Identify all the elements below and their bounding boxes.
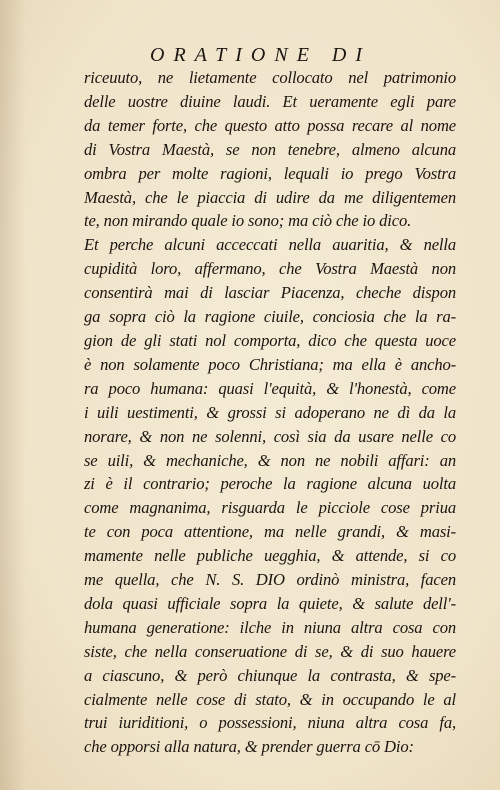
- text-line: che opporsi alla natura, & prender guerra cō Dio:: [84, 737, 414, 757]
- text-line: i uili uestimenti, & grossi si adoperano ne dì da la: [84, 402, 456, 422]
- text-line: trui iuriditioni, o possessioni, niuna altra cosa fa,: [84, 713, 456, 733]
- text-line: mamente nelle publiche uegghia, & attende, si co: [84, 546, 456, 566]
- text-line: come magnanima, risguarda le picciole cose priua: [84, 498, 456, 518]
- text-line: siste, che nella conseruatione di se, & di suo hauere: [84, 641, 456, 661]
- running-header: ORATIONE DI: [150, 44, 372, 66]
- text-line: a ciascuno, & però chiunque la contrasta, & spe-: [84, 665, 456, 685]
- text-line: Et perche alcuni acceccati nella auaritia, & nella: [84, 235, 456, 255]
- text-line: cupidità loro, affermano, che Vostra Maestà non: [84, 259, 456, 279]
- text-line: te, non mirando quale io sono; ma ciò che io dico.: [84, 211, 412, 231]
- text-line: di Vostra Maestà, se non tenebre, almeno alcuna: [84, 139, 456, 159]
- text-line: cialmente nelle cose di stato, & in occupando le al: [84, 689, 456, 709]
- text-line: delle uostre diuine laudi. Et ueramente egli pare: [84, 91, 456, 111]
- body-text: [84, 66, 456, 759]
- text-line: gion de gli stati nol comporta, dico che questa uoce: [84, 330, 456, 350]
- text-line: da temer forte, che questo atto possa recare al nome: [84, 115, 456, 135]
- text-line: è non solamente poco Christiana; ma ella è ancho-: [84, 354, 456, 374]
- text-line: consentirà mai di lasciar Piacenza, cheche dispon: [84, 283, 456, 303]
- text-line: ombra per molte ragioni, lequali io prego Vostra: [84, 163, 456, 183]
- text-line: zi è il contrario; peroche la ragione alcuna uolta: [84, 474, 456, 494]
- text-line: norare, & non ne solenni, così sia da usare nelle co: [84, 426, 456, 446]
- text-line: Maestà, che le piaccia di udire da me diligentemen: [84, 187, 456, 207]
- text-line: te con poca attentione, ma nelle grandi, & masi-: [84, 522, 456, 542]
- text-line: ra poco humana: quasi l'equità, & l'honestà, come: [84, 378, 456, 398]
- text-line: humana generatione: ilche in niuna altra cosa con: [84, 617, 456, 637]
- text-line: ga sopra ciò la ragione ciuile, conciosia che la ra-: [84, 307, 456, 327]
- text-line: riceuuto, ne lietamente collocato nel patrimonio: [84, 68, 456, 87]
- text-line: se uili, & mechaniche, & non ne nobili affari: an: [84, 450, 456, 470]
- text-line: me quella, che N. S. DIO ordinò ministra, facen: [84, 570, 456, 590]
- text-line: dola quasi ufficiale sopra la quiete, & salute dell'-: [84, 593, 456, 613]
